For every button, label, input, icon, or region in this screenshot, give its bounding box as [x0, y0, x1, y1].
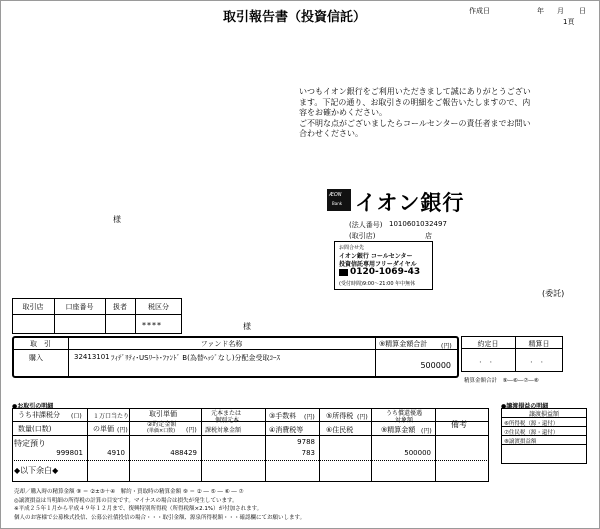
account-header-tax: 税区分 [148, 303, 169, 311]
gain-section-title: ●譲渡損益の明細 [501, 403, 549, 410]
header-income-tax: ⑤所得税 [326, 412, 354, 420]
header-settlement-amount: ⑨精算金額 [381, 426, 416, 434]
header-income-tax-yen: (円) [357, 414, 368, 421]
header-unit-price: の単価 [93, 425, 114, 433]
corporate-number: 1010601032497 [389, 220, 447, 228]
logo-mark-text: ÆON [329, 192, 342, 198]
greeting-line: ご不明な点がございましたらコールセンターの責任者までお問い [299, 118, 531, 128]
contact-hours: (受付時間)9:00〜21:00 年中無休 [339, 281, 416, 287]
branch-suffix: 店 [425, 232, 432, 240]
document-title: 取引報告書（投資信託） [223, 10, 367, 25]
header-unit-kuchi: (口) [71, 413, 82, 420]
header-trade-price: 取引単価 [149, 410, 177, 418]
settlement-date-label: 精算日 [528, 340, 550, 348]
detail-col-divider [87, 408, 88, 482]
header-memo: 備考 [451, 420, 467, 429]
corporate-number-label: (法人番号) [349, 221, 383, 229]
fund-code: 32413101 [74, 353, 110, 361]
greeting-line: 容をお確かめください。 [299, 108, 387, 117]
detail-section-title: ●お取引の明細 [12, 403, 54, 410]
detail-col-divider [371, 408, 372, 482]
contact-heading: お問合せ先 [339, 245, 365, 251]
contact-subtitle: 投資信託専用フリーダイヤル [339, 261, 417, 268]
footnotes [14, 488, 305, 522]
account-table-divider [12, 314, 182, 315]
header-principal: 元本または [211, 410, 242, 417]
gain-header: 譲渡損益額 [528, 411, 559, 418]
greeting-line: 合わせください。 [299, 129, 363, 138]
header-taxable-amount: 課税対象金額 [205, 427, 242, 434]
detail-dotted-line [12, 460, 489, 461]
remaining-blank: ◆以下余白◆ [14, 466, 59, 475]
gain-income-tax-label: ⑥所得税（源・還付） [504, 421, 559, 427]
detail-col-divider [201, 408, 202, 482]
detail-col-divider [319, 408, 320, 482]
fund-header-yen: (円) [441, 343, 452, 350]
greeting-line: ます。下記の通り、お取引きの明細をご報告いたしますので、内 [299, 97, 531, 107]
header-price-formula: (単価×口数) [147, 428, 176, 434]
footnote-line: ※平成２５年１月から平成４９年１２月まで、復興特別所得税（所得税額×2.1%）が付加されます。 [14, 506, 263, 512]
detail-quantity: 999801 [56, 449, 83, 457]
detail-table [12, 408, 489, 482]
greeting-text [299, 87, 531, 140]
freedial-icon [339, 269, 348, 276]
header-unit-price-yen: (円) [117, 427, 128, 434]
gain-amount-label: ⑧譲渡損益額 [504, 439, 537, 445]
settlement-date-value: ． ． [530, 356, 548, 364]
detail-consumption-tax: 783 [301, 449, 315, 457]
fund-header-name: ファンド名称 [200, 340, 243, 348]
header-settlement-yen: (円) [421, 428, 432, 435]
gain-resident-tax-label: ⑦住民税（源・還付） [504, 430, 559, 436]
header-individual-principal: 個別元本 [215, 417, 240, 424]
date-year-label: 年 [537, 7, 544, 15]
detail-col-divider [129, 408, 130, 482]
masked-tax-class: **** [142, 321, 162, 330]
header-contract-amount: ②約定金額 [147, 421, 177, 428]
header-quantity: 数量(口数) [18, 425, 52, 433]
detail-header-mid [12, 421, 489, 422]
fund-col-divider [375, 337, 376, 377]
header-resident-tax: ⑥住民税 [326, 426, 354, 434]
detail-col-divider [265, 408, 266, 482]
header-contract-yen: (円) [186, 427, 197, 434]
settlement-formula: 精算金額合計 ⑨―⑥―⑦―⑧ [464, 378, 539, 384]
detail-col-divider [435, 408, 436, 482]
greeting-line: いつもイオン銀行をご利用いただきまして誠にありがとうござい [299, 87, 531, 96]
account-honorific: 様 [243, 322, 251, 331]
header-consumption-tax: ④消費税等 [269, 426, 304, 434]
bank-name-logo: イオン銀行 [355, 191, 465, 215]
footnote-line: ◎譲渡損益は当明細の所得税の計算の目安です。マイナスの場合は損失が発生しています。 [14, 497, 238, 504]
fund-table-divider [13, 349, 458, 350]
commission-label: (委託) [542, 289, 565, 298]
footnote-line: 個人のお客様で公募株式投信、公募公社債投信の場合・・・取引金額、源泉所得税額・・・確認欄にてお願いします。 [14, 514, 306, 521]
bank-logo-mark [327, 189, 351, 211]
logo-mark-subtext: Bank [332, 201, 343, 206]
fund-header-trade: 取 引 [30, 340, 51, 348]
header-redemption-preference: うち償還優遇 [386, 410, 423, 417]
contact-phone: 0120-1069-43 [350, 267, 421, 277]
creation-date-label: 作成日 [469, 7, 490, 15]
date-day-label: 日 [579, 7, 586, 15]
header-fee-yen: (円) [304, 414, 315, 421]
branch-label: (取引店) [349, 232, 376, 240]
detail-contract-amount: 488429 [170, 449, 197, 457]
contact-name: イオン銀行 コールセンター [339, 253, 413, 260]
contract-date-value: ． ． [479, 356, 497, 364]
header-target-amount: 対象額 [395, 417, 414, 424]
account-header-handler: 扱者 [113, 303, 127, 311]
contact-box [334, 241, 433, 290]
fund-trade-type: 購入 [29, 354, 43, 362]
detail-settlement-amount: 500000 [404, 449, 431, 457]
account-header-branch: 取引店 [22, 303, 44, 311]
header-fee: ③手数料 [269, 412, 297, 420]
fund-header-amount: ⑨精算金額合計 [379, 340, 428, 348]
page-number: 1頁 [563, 18, 575, 26]
header-per-10000: １万口当たり [93, 413, 130, 420]
account-header-number: 口座番号 [65, 303, 94, 311]
fund-name: ﾌｨﾃﾞﾘﾃｨ･USﾘｰﾄ･ﾌｧﾝﾄﾞ B(為替ﾍｯｼﾞなし)分配金受取ｺｰｽ [111, 354, 281, 362]
header-nontaxable: うち非課税分 [18, 411, 60, 419]
detail-fee: 9788 [297, 438, 315, 446]
date-month-label: 月 [557, 7, 564, 15]
footnote-line: 売却／購入時の精算金額 ⑨ ＝ ②±③＋④ 解約・買取時の精算金額 ⑨ ＝ ② ― ⑤ ― ⑥ ― ⑦ [14, 489, 244, 495]
fund-settlement-total: 500000 [420, 361, 451, 370]
detail-header-bottom [12, 435, 489, 436]
detail-unit-price: 4910 [107, 449, 125, 457]
recipient-honorific: 様 [113, 215, 121, 224]
custody-type: 特定預り [14, 439, 46, 448]
contract-date-label: 約定日 [477, 340, 499, 348]
